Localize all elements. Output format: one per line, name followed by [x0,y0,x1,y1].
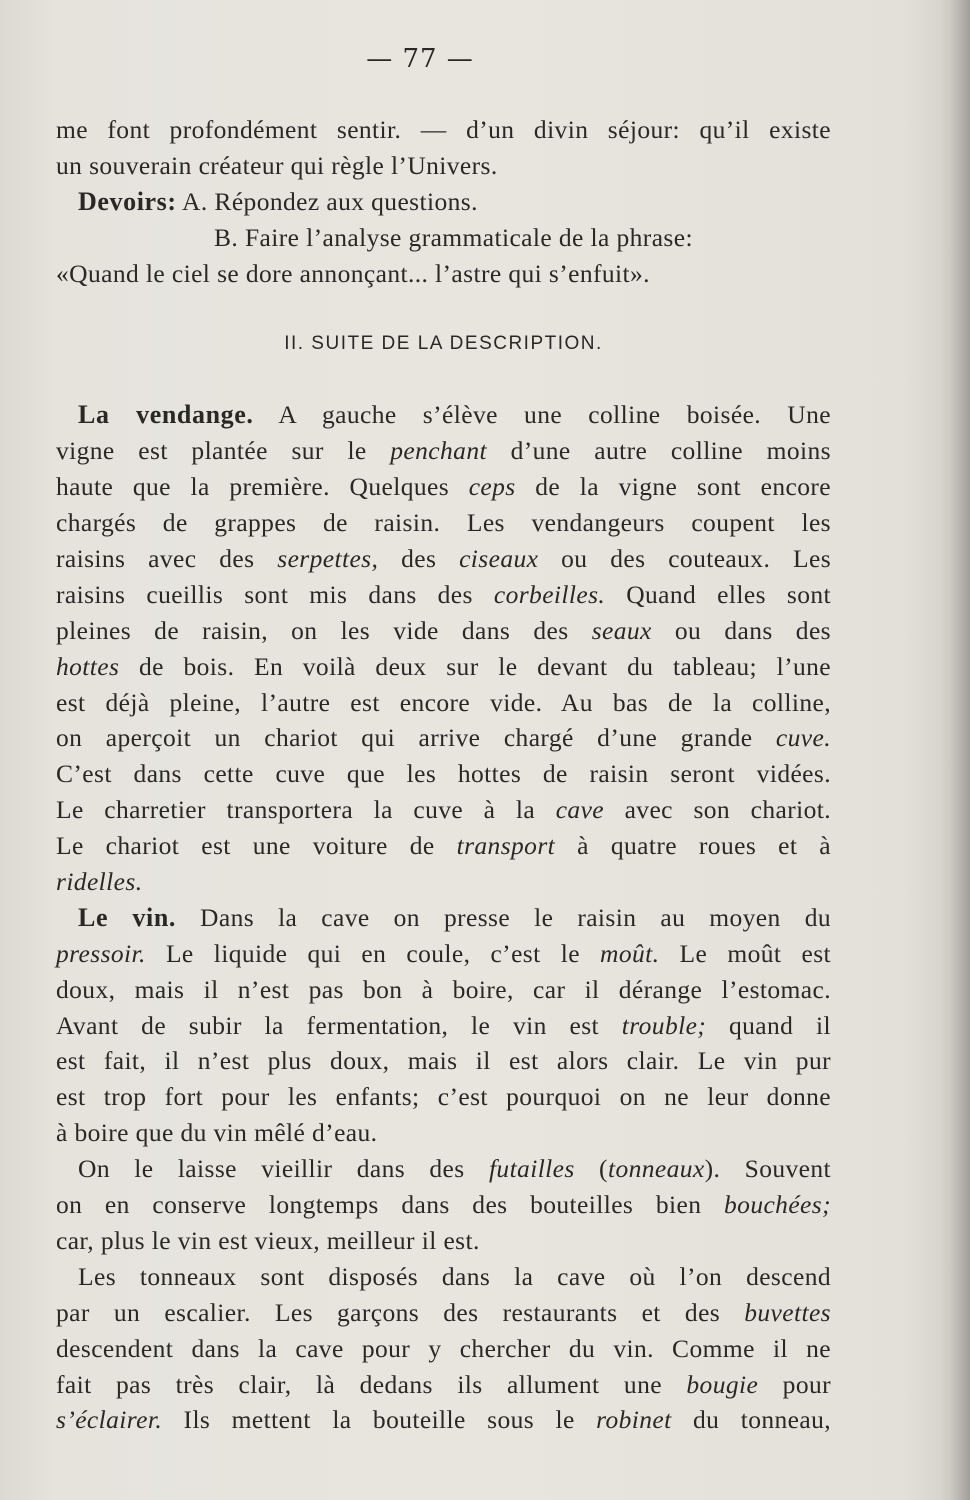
devoirs-line-b [56,220,831,256]
vendange-line [56,613,831,649]
devoirs-b-text: Faire l’analyse grammaticale de la phrase: [244,222,693,252]
text-span: car, plus le vin est vieux, meilleur il est. [56,1225,480,1255]
italic-word: bougie [686,1369,759,1399]
vin-line [56,1079,831,1115]
italic-word: ciseaux [459,544,539,574]
italic-word: transport [456,831,556,861]
text-span: du tonneau, [693,1405,832,1435]
spacer [56,291,831,327]
italic-word: tonneaux [607,1154,705,1184]
text-span: fait pas très clair, là dedans ils allument une [56,1369,662,1399]
vendange-label: La vendange. [78,400,254,430]
text-span: ). Souvent [704,1154,832,1184]
italic-word: hottes [56,651,120,681]
text-span: de la vigne sont encore [535,472,831,502]
text-span: raisins avec des [56,544,255,574]
italic-word: moût. [600,938,660,968]
text-span: Le liquide qui en coule, c’est le [165,938,580,968]
section-heading: II. SUITE DE LA DESCRIPTION. [284,333,603,355]
text-span: pour [782,1369,832,1399]
tonneaux-line [56,1402,831,1438]
vendange-line [56,720,831,756]
text-span: me font profondément sentir. — d’un divin séjour: qu’il existe [56,115,831,144]
page-body [56,112,831,1438]
tonneaux-line [56,1331,831,1367]
tonneaux-line [56,1367,831,1403]
devoirs-label: Devoirs: [78,186,177,216]
vendange-line [56,828,831,864]
vendange-line [56,792,831,828]
text-span: avec son chariot. [624,795,831,825]
italic-word: cuve. [775,723,831,753]
vin-label: Le vin. [78,902,177,932]
vieillir-line [56,1223,831,1259]
text-span: est trop fort pour les enfants; c’est pourquoi on ne leur donne [56,1082,831,1112]
italic-word: bouchées; [724,1190,831,1220]
text-span: par un escalier. Les garçons des restaurants et des [56,1297,721,1327]
text-span: haute que la première. Quelques [56,472,450,502]
italic-word: futailles [488,1154,575,1184]
vin-line [56,1008,831,1044]
italic-word: s’éclairer. [56,1405,163,1435]
vendange-line [56,397,831,433]
text-span: ou dans des [674,615,831,645]
italic-word: penchant [390,436,487,466]
vendange-line [56,685,831,721]
vin-line [56,1115,831,1151]
vin-line [56,936,831,972]
text-span: à boire que du vin mêlé d’eau. [56,1118,378,1148]
italic-word: cave [555,795,605,825]
text-span: A gauche s’élève une colline boisée. Une [278,400,831,430]
text-span: est fait, il n’est plus doux, mais il est alors clair. Le vin pur [56,1046,831,1076]
italic-word: pressoir. [56,938,146,968]
vendange-line [56,505,831,541]
text-span: d’une autre colline moins [510,436,831,466]
text-line [56,112,831,148]
text-span: Ils mettent la bouteille sous le [183,1405,575,1435]
text-span: On le laisse vieillir dans des [78,1154,465,1184]
vieillir-line [56,1187,831,1223]
italic-word: ceps [468,472,516,502]
text-span: raisins cueillis sont mis dans des [56,579,473,609]
text-span: des [401,544,437,574]
italic-word: robinet [596,1405,672,1435]
vieillir-line [56,1151,831,1187]
text-span: de bois. En voilà deux sur le devant du tableau; l’une [138,651,832,681]
text-span: quand il [728,1010,831,1040]
text-span: Les tonneaux sont disposés dans la cave où l’on descend [78,1261,831,1291]
page-spine-shadow [940,0,970,1500]
vendange-line [56,649,831,685]
vin-line [56,972,831,1008]
vendange-line [56,433,831,469]
text-span: Le chariot est une voiture de [56,831,435,861]
text-span: ( [599,1154,608,1184]
page-number: — 77 — [366,44,474,74]
vendange-line [56,864,831,900]
text-span: un souverain créateur qui règle l’Univers. [56,150,498,180]
text-span: Quand elles sont [626,579,832,609]
text-span: Dans la cave on presse le raisin au moyen du [200,902,831,932]
text-span: on aperçoit un chariot qui arrive chargé d’une grande [56,723,753,753]
text-span: vigne est plantée sur le [56,436,367,466]
italic-word: serpettes, [277,544,379,574]
vendange-line [56,541,831,577]
text-span: Le charretier transportera la cuve à la [56,795,536,825]
italic-word: ridelles. [56,867,143,897]
italic-word: trouble; [621,1010,707,1040]
text-span: à quatre roues et à [577,831,832,861]
devoirs-a-text: Répondez aux questions. [214,186,478,216]
text-span: C’est dans cette cuve que les hottes de raisin seront vidées. [56,759,831,789]
devoirs-b-letter: B. [214,222,239,252]
italic-word: corbeilles. [493,579,606,609]
vendange-line [56,756,831,792]
text-span: on en conserve longtemps dans des bouteilles bien [56,1190,702,1220]
text-span: est déjà pleine, l’autre est encore vide. Au bas de la colline, [56,687,831,717]
vin-line [56,900,831,936]
text-span: «Quand le ciel se dore annonçant... l’astre qui s’enfuit». [56,258,650,288]
text-span: pleines de raisin, on les vide dans des [56,615,569,645]
vendange-line [56,577,831,613]
text-span: doux, mais il n’est pas bon à boire, car il dérange l’estomac. [56,974,831,1004]
text-span: descendent dans la cave pour y chercher du vin. Comme il ne [56,1333,831,1363]
text-span: ou des couteaux. Les [561,544,832,574]
text-line [56,148,831,184]
vin-line [56,1043,831,1079]
text-span: Avant de subir la fermentation, le vin est [56,1010,600,1040]
text-span: Le moût est [679,938,832,968]
tonneaux-line [56,1259,831,1295]
vendange-line [56,469,831,505]
devoirs-quote [56,256,831,292]
text-span: chargés de grappes de raisin. Les vendangeurs coupent les [56,508,831,538]
italic-word: buvettes [744,1297,831,1327]
devoirs-a-letter: A. [182,186,208,216]
tonneaux-line [56,1295,831,1331]
italic-word: seaux [591,615,652,645]
devoirs-line-a [56,184,831,220]
